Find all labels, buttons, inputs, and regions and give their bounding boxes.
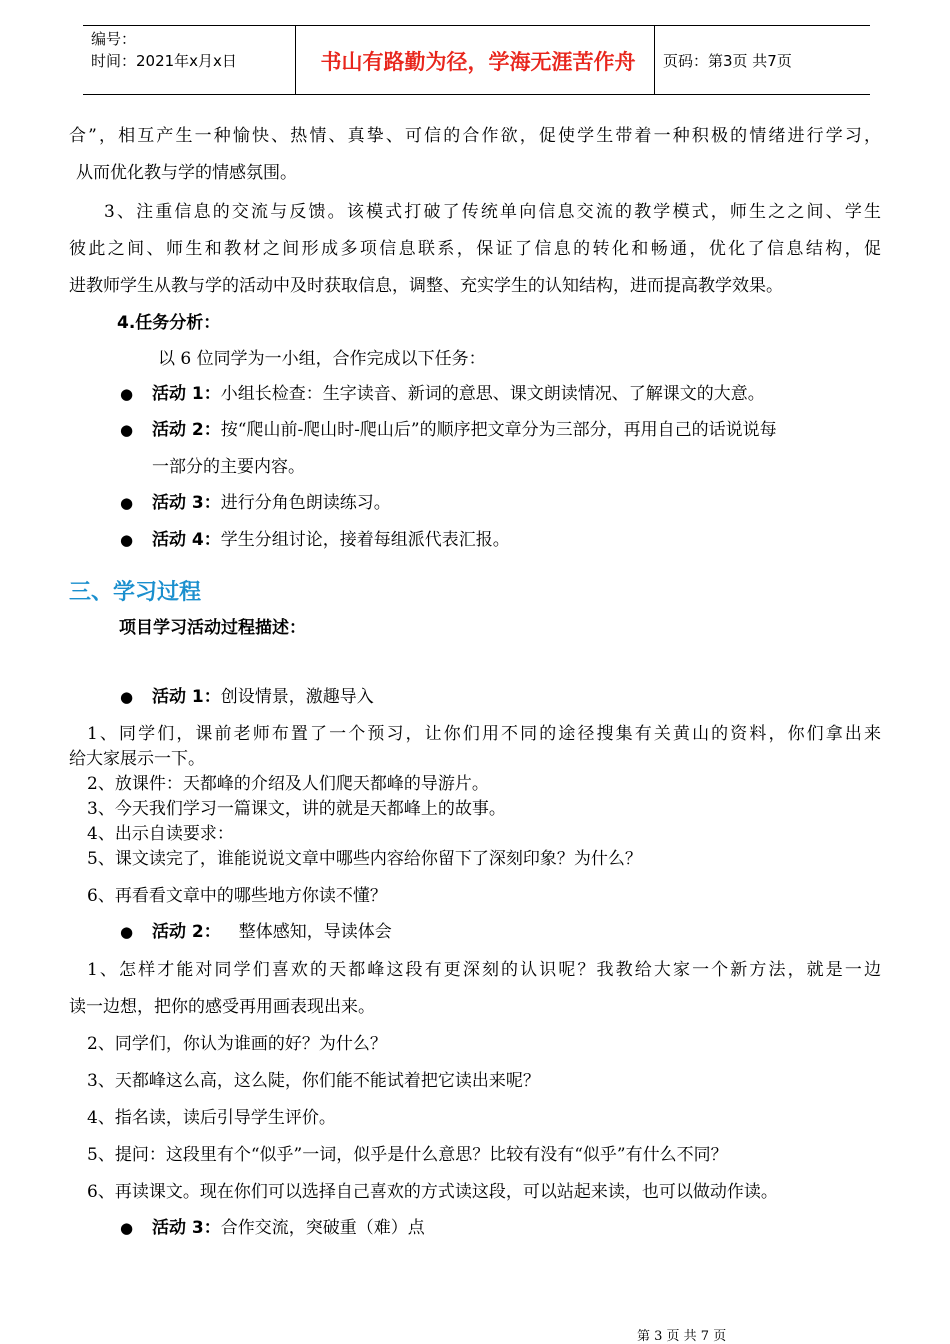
list-item: 1、怎样才能对同学们喜欢的天都峰这段有更深刻的认识呢？我教给大家一个新方法，就是一边 xyxy=(87,960,881,980)
task-heading: 4.任务分析： xyxy=(117,313,221,333)
activity-text: 创设情景，激趣导入 xyxy=(220,687,374,707)
activity-label: 活动 3： xyxy=(152,493,221,513)
activity-label: 活动 1： xyxy=(152,384,221,404)
list-item xyxy=(152,418,777,442)
activity-text: 合作交流，突破重（难）点 xyxy=(220,1218,425,1238)
paragraph-line: 进教师学生从教与学的活动中及时获取信息，调整、充实学生的认知结构，进而提高教学效果。 xyxy=(69,276,783,296)
section-heading: 三、学习过程 xyxy=(69,580,202,605)
list-item: 2、放课件：天都峰的介绍及人们爬天都峰的导游片。 xyxy=(87,774,489,794)
bullet-icon: ● xyxy=(120,1219,134,1237)
page-footer: 第 3 页 共 7 页 xyxy=(637,1329,727,1344)
header-page-info: 页码：第3页 共7页 xyxy=(663,52,792,70)
activity-text: 按“爬山前-爬山时-爬山后”的顺序把文章分为三部分，再用自己的话说说每 xyxy=(220,420,777,440)
list-item: 6、再读课文。现在你们可以选择自己喜欢的方式读这段，可以站起来读，也可以做动作读。 xyxy=(87,1182,778,1202)
list-item: 5、课文读完了，谁能说说文章中哪些内容给你留下了深刻印象？为什么？ xyxy=(87,849,642,869)
paragraph-line: 从而优化教与学的情感氛围。 xyxy=(76,163,297,183)
paragraph-line: 合”，相互产生一种愉快、热情、真挚、可信的合作欲，促使学生带着一种积极的情绪进行学习， xyxy=(69,126,881,146)
bullet-icon: ● xyxy=(120,494,134,512)
paragraph-line: 3、注重信息的交流与反馈。该模式打破了传统单向信息交流的教学模式，师生之之间、学生 xyxy=(104,202,881,222)
list-item xyxy=(152,491,391,515)
activity-heading xyxy=(152,685,374,709)
bullet-icon: ● xyxy=(120,385,134,403)
list-item: 3、今天我们学习一篇课文，讲的就是天都峰上的故事。 xyxy=(87,799,506,819)
process-heading: 项目学习活动过程描述： xyxy=(119,618,306,638)
list-item xyxy=(152,528,510,552)
task-intro: 以 6 位同学为一小组，合作完成以下任务： xyxy=(158,349,486,369)
list-item: 读一边想，把你的感受再用画表现出来。 xyxy=(69,997,375,1017)
bullet-icon: ● xyxy=(120,688,134,706)
activity-text-continued: 一部分的主要内容。 xyxy=(152,457,305,477)
page-header xyxy=(83,25,870,95)
list-item: 6、再看看文章中的哪些地方你读不懂？ xyxy=(87,886,387,906)
activity-text: 学生分组讨论，接着每组派代表汇报。 xyxy=(220,530,510,550)
activity-label: 活动 4： xyxy=(152,530,221,550)
activity-label: 活动 3： xyxy=(152,1218,221,1238)
activity-text: 进行分角色朗读练习。 xyxy=(220,493,391,513)
header-divider xyxy=(295,26,296,94)
bullet-icon: ● xyxy=(120,531,134,549)
activity-text: 小组长检查：生字读音、新词的意思、课文朗读情况、了解课文的大意。 xyxy=(220,384,765,404)
list-item: 4、出示自读要求： xyxy=(87,824,234,844)
paragraph-line: 彼此之间、师生和教材之间形成多项信息联系，保证了信息的转化和畅通，优化了信息结构，促 xyxy=(69,239,881,259)
header-divider xyxy=(654,26,655,94)
list-item: 4、指名读，读后引导学生评价。 xyxy=(87,1108,336,1128)
header-meta xyxy=(91,28,237,72)
list-item: 1、同学们，课前老师布置了一个预习，让你们用不同的途径搜集有关黄山的资料，你们拿出来 xyxy=(87,724,881,744)
bullet-icon: ● xyxy=(120,923,134,941)
activity-text: 整体感知，导读体会 xyxy=(238,922,392,942)
list-item: 给大家展示一下。 xyxy=(69,749,205,769)
bullet-icon: ● xyxy=(120,421,134,439)
activity-heading xyxy=(152,1216,425,1240)
activity-label: 活动 2： xyxy=(152,922,221,942)
header-time-label: 时间：2021年x月x日 xyxy=(91,52,237,70)
activity-heading xyxy=(152,920,392,944)
list-item: 3、天都峰这么高，这么陡，你们能不能试着把它读出来呢？ xyxy=(87,1071,540,1091)
header-motto: 书山有路勤为径，学海无涯苦作舟 xyxy=(320,50,636,74)
list-item xyxy=(152,382,765,406)
list-item: 2、同学们，你认为谁画的好？为什么？ xyxy=(87,1034,387,1054)
activity-label: 活动 2： xyxy=(152,420,221,440)
activity-label: 活动 1： xyxy=(152,687,221,707)
list-item: 5、提问：这段里有个“似乎”一词，似乎是什么意思？比较有没有“似乎”有什么不同？ xyxy=(87,1145,728,1165)
header-number-label: 编号： xyxy=(91,30,137,48)
